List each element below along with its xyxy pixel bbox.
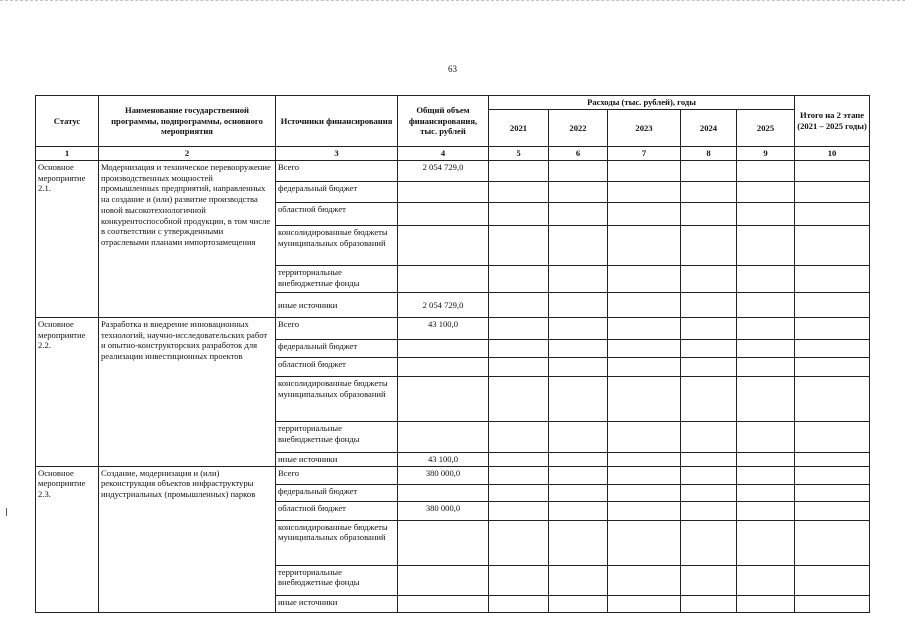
column-number: 6	[549, 147, 608, 161]
total-cell: 2 054 729,0	[398, 161, 489, 182]
total-cell	[398, 484, 489, 501]
total-cell: 380 000,0	[398, 501, 489, 520]
source-cell: Всего	[276, 161, 398, 182]
header-year: 2024	[681, 110, 737, 147]
source-cell: Всего	[276, 318, 398, 340]
source-cell: областной бюджет	[276, 203, 398, 226]
column-number: 3	[276, 147, 398, 161]
source-cell: территориальные внебюджетные фонды	[276, 565, 398, 595]
source-cell: консолидированные бюджеты муниципальных образований	[276, 226, 398, 266]
source-cell: областной бюджет	[276, 358, 398, 377]
source-cell: иные источники	[276, 595, 398, 612]
source-cell: областной бюджет	[276, 501, 398, 520]
total-cell: 380 000,0	[398, 466, 489, 484]
column-number: 9	[737, 147, 795, 161]
total-cell	[398, 422, 489, 453]
header-sources: Источники финансирования	[276, 96, 398, 147]
financing-table	[35, 95, 870, 613]
total-cell	[398, 565, 489, 595]
column-number: 10	[795, 147, 870, 161]
activity-name: Разработка и внедрение инновационных технологий, научно-исследовательских работ и опытно-конструкторских разработок для реализации инвестиционных проектов	[99, 318, 276, 467]
page-number: 63	[448, 64, 457, 74]
total-cell: 43 100,0	[398, 453, 489, 467]
total-cell	[398, 520, 489, 565]
header-itogo: Итого на 2 этапе (2021 – 2025 годы)	[795, 96, 870, 147]
header-name: Наименование государственной программы, подпрограммы, основного мероприятия	[99, 96, 276, 147]
header-year: 2023	[608, 110, 681, 147]
activity-name: Модернизация и техническое перевооружение производственных мощностей промышленных предприятий, направленных на создание и (или) развитие производства новой высокотехнологичной конкурентоспособной продукции, в том числе в соответствии с утвержденными отраслевыми планами импортозамещения	[99, 161, 276, 318]
column-number: 1	[36, 147, 99, 161]
source-cell: иные источники	[276, 293, 398, 318]
source-cell: федеральный бюджет	[276, 340, 398, 358]
source-cell: иные источники	[276, 453, 398, 467]
source-cell: территориальные внебюджетные фонды	[276, 422, 398, 453]
column-number: 2	[99, 147, 276, 161]
header-year: 2022	[549, 110, 608, 147]
source-cell: консолидированные бюджеты муниципальных образований	[276, 377, 398, 422]
source-cell: консолидированные бюджеты муниципальных образований	[276, 520, 398, 565]
header-year: 2025	[737, 110, 795, 147]
activity-status: Основное мероприятие 2.3.	[36, 466, 99, 612]
total-cell: 2 054 729,0	[398, 293, 489, 318]
total-cell	[398, 226, 489, 266]
total-cell	[398, 595, 489, 612]
total-cell: 43 100,0	[398, 318, 489, 340]
total-cell	[398, 266, 489, 293]
column-number: 8	[681, 147, 737, 161]
table-row	[36, 466, 870, 484]
header-expenses: Расходы (тыс. рублей), годы	[489, 96, 795, 110]
table-row	[36, 161, 870, 182]
header-year: 2021	[489, 110, 549, 147]
scan-mark	[6, 508, 7, 516]
source-cell: территориальные внебюджетные фонды	[276, 266, 398, 293]
total-cell	[398, 203, 489, 226]
total-cell	[398, 182, 489, 203]
total-cell	[398, 340, 489, 358]
table-row	[36, 318, 870, 340]
column-number: 4	[398, 147, 489, 161]
source-cell: Всего	[276, 466, 398, 484]
activity-status: Основное мероприятие 2.2.	[36, 318, 99, 467]
activity-name: Создание, модернизация и (или) реконструкция объектов инфраструктуры индустриальных (промышленных) парков	[99, 466, 276, 612]
column-number: 7	[608, 147, 681, 161]
activity-status: Основное мероприятие 2.1.	[36, 161, 99, 318]
total-cell	[398, 358, 489, 377]
header-total-volume: Общий объем финансирования, тыс. рублей	[398, 96, 489, 147]
source-cell: федеральный бюджет	[276, 484, 398, 501]
header-status: Статус	[36, 96, 99, 147]
source-cell: федеральный бюджет	[276, 182, 398, 203]
total-cell	[398, 377, 489, 422]
top-scan-line	[0, 0, 905, 4]
column-number: 5	[489, 147, 549, 161]
